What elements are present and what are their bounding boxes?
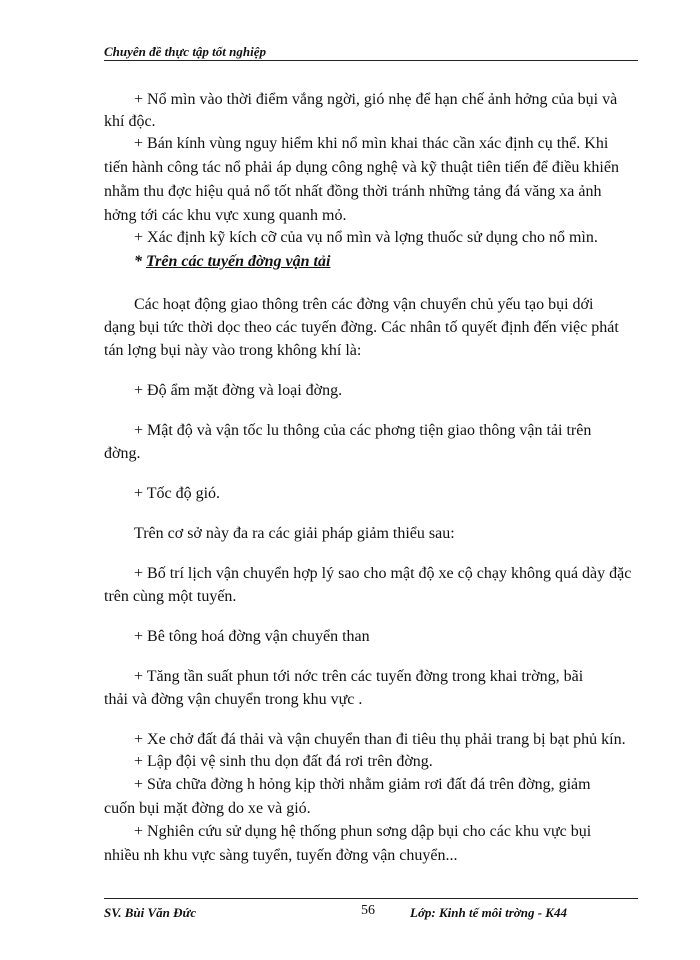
header-divider bbox=[104, 60, 638, 61]
paragraph-line: thải và đờng vận chuyển trong khu vực . bbox=[104, 691, 363, 708]
paragraph-line: + Nghiên cứu sử dụng hệ thống phun sơng dập bụi cho các khu vực bụi bbox=[134, 823, 592, 840]
section-heading bbox=[134, 252, 330, 272]
paragraph-line: + Bán kính vùng nguy hiểm khi nổ mìn khai thác cần xác định cụ thể. Khi bbox=[134, 135, 609, 152]
paragraph-line: + Tăng tần suất phun tới nớc trên các tuyến đờng trong khai trờng, bãi bbox=[134, 668, 584, 685]
paragraph-line: dạng bụi tức thời dọc theo các tuyến đờng. Các nhân tố quyết định đến việc phát bbox=[104, 319, 619, 336]
paragraph-line: trên cùng một tuyến. bbox=[104, 588, 237, 605]
paragraph-line: + Xác định kỹ kích cỡ của vụ nổ mìn và lợng thuốc sử dụng cho nổ mìn. bbox=[134, 229, 598, 246]
paragraph-line: + Mật độ và vận tốc lu thông của các phơng tiện giao thông vận tải trên bbox=[134, 422, 592, 439]
heading-text: Trên các tuyến đờng vận tải bbox=[146, 253, 331, 270]
paragraph-line: + Bố trí lịch vận chuyển hợp lý sao cho mật độ xe cộ chạy không quá dày đặc bbox=[134, 565, 632, 582]
footer-divider bbox=[104, 898, 638, 899]
paragraph-line: + Bê tông hoá đờng vận chuyển than bbox=[134, 628, 370, 645]
paragraph-line: + Xe chở đất đá thải và vận chuyển than đi tiêu thụ phải trang bị bạt phủ kín. bbox=[134, 731, 626, 748]
heading-marker: * bbox=[134, 253, 146, 270]
paragraph-line: + Độ ẩm mặt đờng và loại đờng. bbox=[134, 382, 343, 399]
running-header: Chuyên đề thực tập tốt nghiệp bbox=[104, 44, 266, 59]
paragraph-line: Trên cơ sở này đa ra các giải pháp giảm thiểu sau: bbox=[134, 525, 455, 542]
paragraph-line: + Tốc độ gió. bbox=[134, 485, 221, 502]
paragraph-line: + Lập đội vệ sinh thu dọn đất đá rơi trên đờng. bbox=[134, 753, 433, 770]
paragraph-line: tiến hành công tác nổ phải áp dụng công nghệ và kỹ thuật tiên tiến để điều khiển bbox=[104, 159, 619, 176]
paragraph-line: cuốn bụi mặt đờng do xe và gió. bbox=[104, 800, 311, 817]
paragraph-line: khí độc. bbox=[104, 113, 156, 130]
paragraph-line: nhiều nh khu vực sàng tuyển, tuyến đờng vận chuyển... bbox=[104, 847, 458, 864]
footer-author: SV. Bùi Văn Đức bbox=[104, 905, 197, 920]
footer-class: Lớp: Kinh tế môi trờng - K44 bbox=[410, 905, 567, 920]
paragraph-line: hởng tới các khu vực xung quanh mỏ. bbox=[104, 207, 347, 224]
page-number: 56 bbox=[361, 903, 375, 918]
paragraph-line: + Sửa chữa đờng h hỏng kịp thời nhằm giảm rơi đất đá trên đờng, giảm bbox=[134, 776, 591, 793]
paragraph-line: tán lợng bụi này vào trong không khí là: bbox=[104, 342, 362, 359]
paragraph-line: đờng. bbox=[104, 445, 141, 462]
paragraph-line: nhằm thu đợc hiệu quả nổ tốt nhất đồng thời tránh những tảng đá văng xa ảnh bbox=[104, 183, 602, 200]
paragraph-line: Các hoạt động giao thông trên các đờng vận chuyển chủ yếu tạo bụi dới bbox=[134, 296, 594, 313]
paragraph-line: + Nổ mìn vào thời điểm vắng ngời, gió nhẹ để hạn chế ảnh hởng của bụi và bbox=[134, 91, 618, 108]
